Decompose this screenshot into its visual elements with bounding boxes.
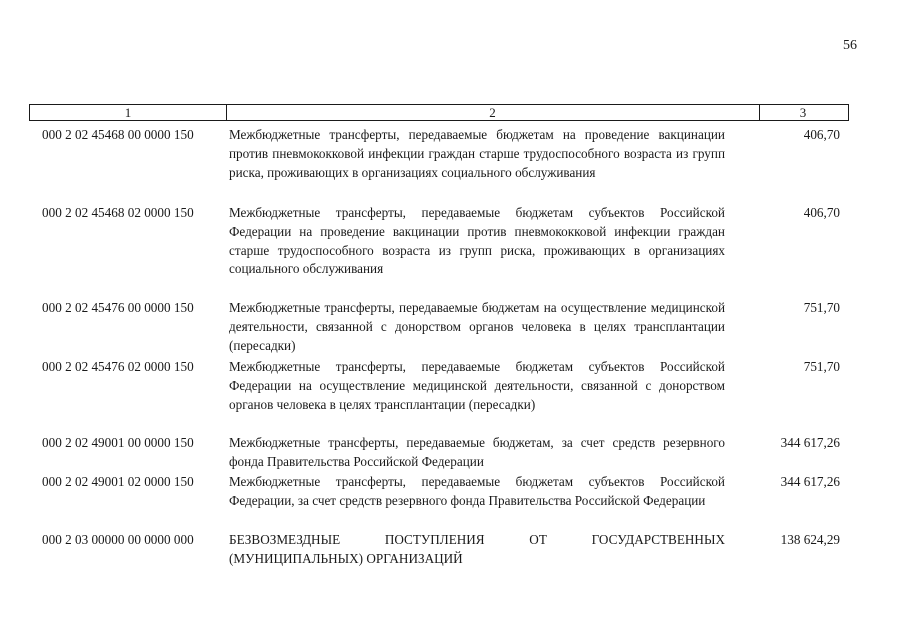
- row-code: 000 2 02 45468 00 0000 150: [42, 127, 194, 142]
- row-name: БЕЗВОЗМЕЗДНЫЕ ПОСТУПЛЕНИЯ ОТ ГОСУДАРСТВЕННЫХ (МУНИЦИПАЛЬНЫХ) ОРГАНИЗАЦИЙ: [229, 532, 725, 566]
- table-header: [29, 104, 849, 121]
- row-amount: 751,70: [803, 300, 840, 315]
- row-name: Межбюджетные трансферты, передаваемые бюджетам субъектов Российской Федерации, за счет средств резервного фонда Правительства Российской Федерации: [229, 474, 725, 508]
- row-name: Межбюджетные трансферты, передаваемые бюджетам субъектов Российской Федерации на осуществление медицинской деятельности, связанной с донорством органов человека в целях трансплантации (пересадки): [229, 359, 725, 412]
- row-code: 000 2 02 45468 02 0000 150: [42, 205, 194, 220]
- row-name: Межбюджетные трансферты, передаваемые бюджетам на осуществление медицинской деятельности, связанной с донорством органов человека в целях трансплантации (пересадки): [229, 300, 725, 353]
- row-code: 000 2 02 49001 02 0000 150: [42, 474, 194, 489]
- row-amount: 344 617,26: [780, 474, 840, 489]
- row-amount: 138 624,29: [780, 532, 840, 547]
- column-header-amount: 3: [799, 105, 807, 120]
- row-amount: 406,70: [803, 205, 840, 220]
- column-header-name: 2: [226, 105, 760, 120]
- row-code: 000 2 02 45476 02 0000 150: [42, 359, 194, 374]
- row-code: 000 2 02 49001 00 0000 150: [42, 435, 194, 450]
- column-header-code: 1: [30, 105, 227, 120]
- row-name: Межбюджетные трансферты, передаваемые бюджетам субъектов Российской Федерации на проведение вакцинации против пневмококковой инфекции граждан старше трудоспособного возраста из групп риска, проживающих в организациях социального обслуживания: [229, 205, 725, 277]
- row-amount: 751,70: [803, 359, 840, 374]
- row-amount: 344 617,26: [780, 435, 840, 450]
- row-code: 000 2 03 00000 00 0000 000: [42, 532, 194, 547]
- page-number: 56: [843, 38, 857, 53]
- row-amount: 406,70: [803, 127, 840, 142]
- row-code: 000 2 02 45476 00 0000 150: [42, 300, 194, 315]
- row-name: Межбюджетные трансферты, передаваемые бюджетам на проведение вакцинации против пневмококковой инфекции граждан старше трудоспособного возраста из групп риска, проживающих в организациях социального обслуживания: [229, 127, 725, 180]
- row-name: Межбюджетные трансферты, передаваемые бюджетам, за счет средств резервного фонда Правительства Российской Федерации: [229, 435, 725, 469]
